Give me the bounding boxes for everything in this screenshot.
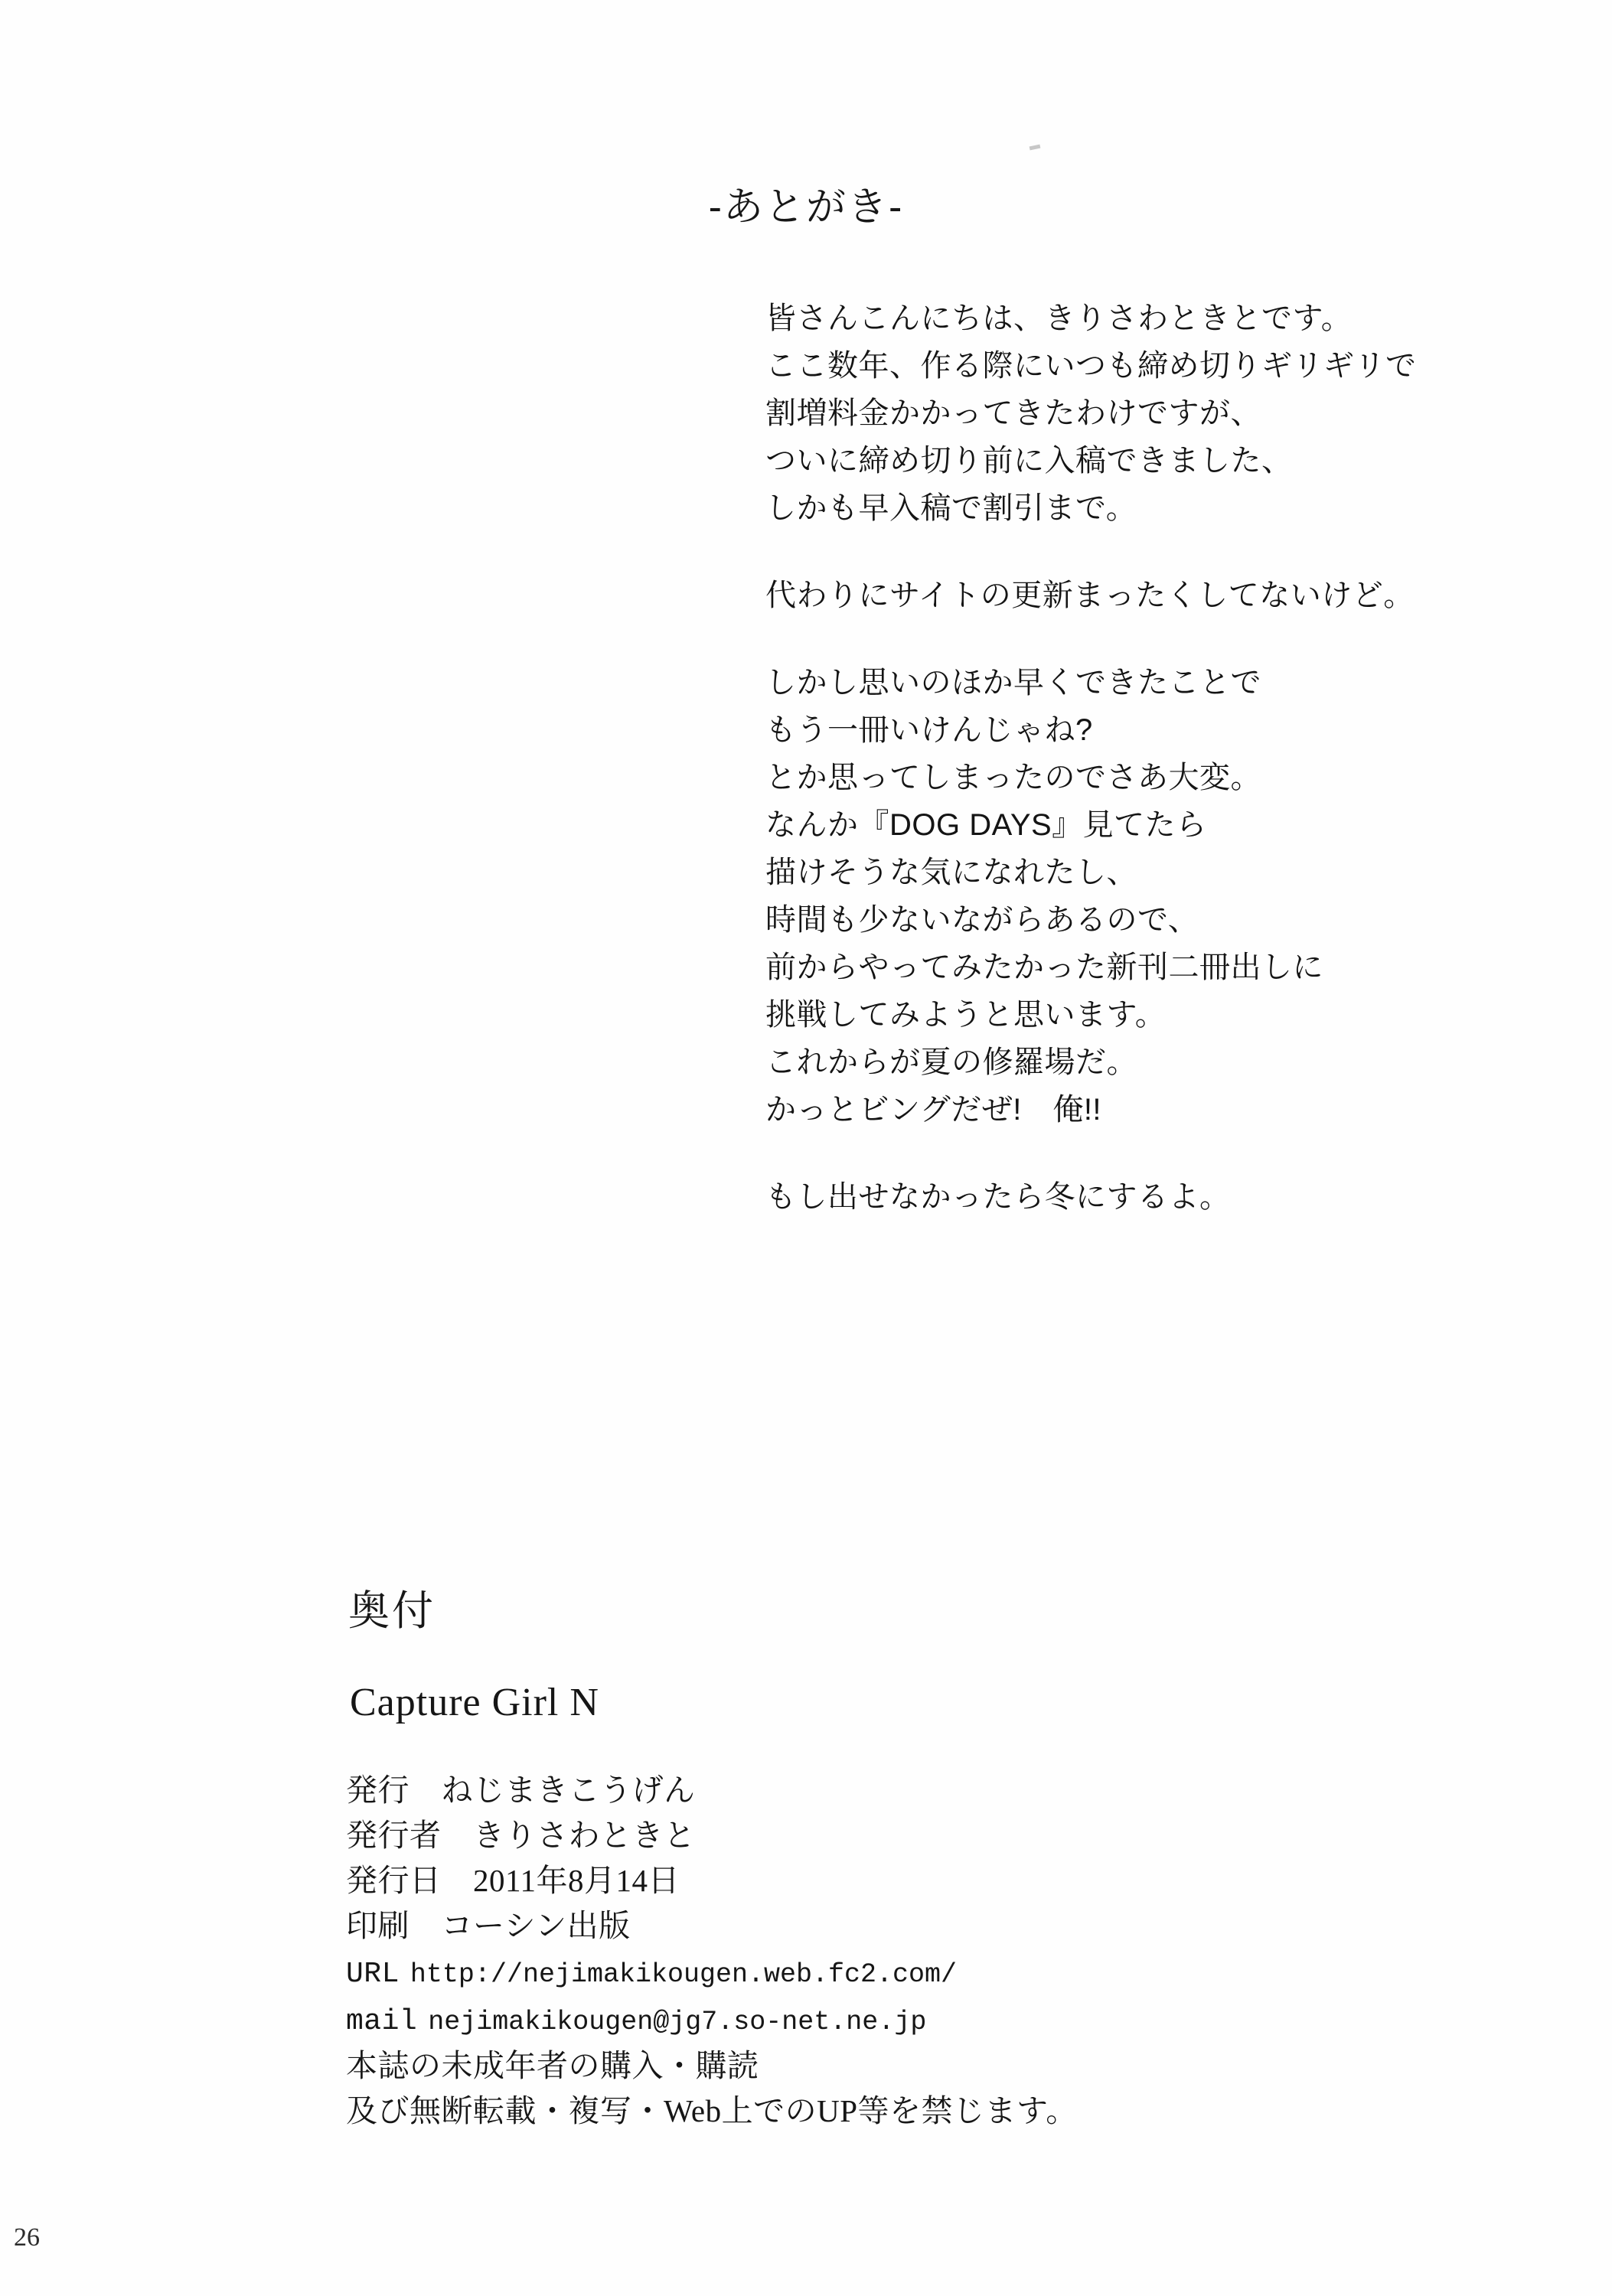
- page-number: 26: [14, 2223, 40, 2252]
- colophon-details: [346, 1768, 1078, 2134]
- colophon-mail-row: [346, 1996, 1078, 2043]
- afterword-line: 代わりにサイトの更新まったくしてないけど。: [765, 579, 1415, 612]
- afterword-line: なんか『DOG DAYS』見てたら: [765, 808, 1207, 842]
- afterword-line: しかも早入稿で割引まで。: [765, 491, 1137, 525]
- mail-value[interactable]: nejimakikougen@jg7.so-net.ne.jp: [428, 2006, 927, 2037]
- colophon-author: 発行者 きりさわときと: [346, 1818, 696, 1854]
- colophon-publish-date: 発行日 2011年8月14日: [346, 1863, 680, 1899]
- afterword-line: 描けそうな気になれたし、: [765, 856, 1137, 889]
- afterword-body: [765, 295, 1531, 1221]
- afterword-line: 時間も少ないながらあるので、: [765, 903, 1199, 937]
- afterword-line: かっとビングだぜ! 俺!!: [765, 1093, 1102, 1127]
- paragraph-gap: [765, 619, 1531, 659]
- afterword-line: もう一冊いけんじゃね?: [765, 713, 1093, 747]
- paragraph-gap: [765, 1133, 1531, 1173]
- mail-label: mail: [346, 2004, 418, 2038]
- afterword-line: しかし思いのほか早くできたことで: [765, 666, 1261, 700]
- afterword-line: 前からやってみたかった新刊二冊出しに: [765, 951, 1323, 984]
- afterword-line: ここ数年、作る際にいつも締め切りギリギリで: [765, 349, 1417, 383]
- url-label: URL: [346, 1958, 400, 1991]
- afterword-line: これからが夏の修羅場だ。: [765, 1045, 1137, 1079]
- afterword-line: もし出せなかったら冬にするよ。: [765, 1180, 1231, 1214]
- afterword-line: ついに締め切り前に入稿できました、: [765, 444, 1293, 478]
- colophon-printer: 印刷 コーシン出版: [346, 1908, 631, 1944]
- afterword-line: 皆さんこんにちは、きりさわときとです。: [765, 302, 1353, 335]
- colophon-heading: 奥付: [348, 1588, 436, 1634]
- colophon-work-title: Capture Girl N: [350, 1681, 599, 1724]
- afterword-line: 挑戦してみようと思います。: [765, 998, 1167, 1032]
- afterword-line: 割増料金かかってきたわけですが、: [765, 396, 1261, 430]
- colophon-publisher: 発行 ねじまきこうげん: [346, 1773, 696, 1808]
- scan-speck: [1030, 145, 1041, 151]
- colophon-url-row: [346, 1949, 1078, 1996]
- colophon-notice-line: 本誌の未成年者の購入・購読: [346, 2047, 759, 2083]
- afterword-title: -あとがき-: [708, 185, 904, 230]
- url-value[interactable]: http://nejimakikougen.web.fc2.com/: [410, 1959, 958, 1991]
- paragraph-gap: [765, 532, 1531, 572]
- afterword-line: とか思ってしまったのでさあ大変。: [765, 761, 1261, 794]
- colophon-notice-line: 及び無断転載・複写・Web上でのUP等を禁じます。: [346, 2092, 1078, 2128]
